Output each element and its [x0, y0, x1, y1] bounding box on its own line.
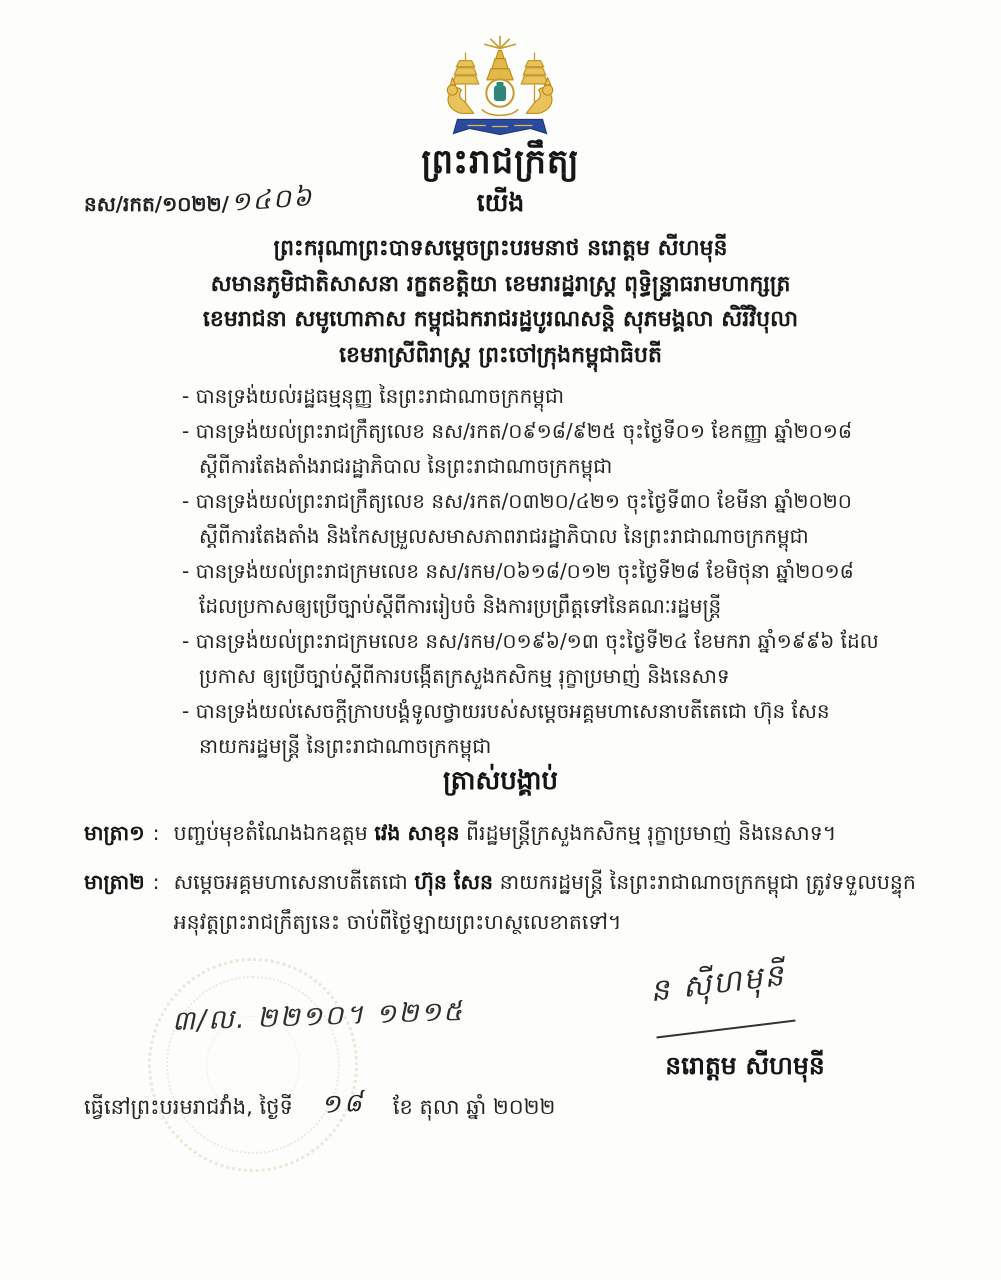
king-name: នរោត្តម សីហមុនី — [665, 1051, 825, 1080]
preamble-item: - បានទ្រង់យល់ព្រះរាជក្រមលេខ នស/រកម/០៦១៨/០១២ ចុះថ្ងៃទី២៨ ខែមិថុនា ឆ្នាំ២០១៨ ដែលប្រកាសឲ្យប្រើច្បាប់ស្តីពីការរៀបចំ និងការប្រព្រឹត្តទៅនៃគណៈរដ្ឋមន្ត្រី — [182, 559, 854, 618]
article-text-segment: សម្តេចអគ្គមហាសេនាបតីតេជោ — [173, 870, 415, 894]
royal-arms-emblem — [429, 32, 571, 146]
royal-title-line: សមានភូមិជាតិសាសនា រក្ខតខត្តិយា ខេមរារដ្ឋរាស្ត្រ ពុទ្ធិន្ទ្រាធរាមហាក្សត្រ — [210, 271, 791, 297]
article-row — [84, 813, 918, 853]
place-date-line — [84, 1089, 555, 1127]
document-subtitle: យើង — [476, 188, 525, 217]
place-date-before: ធ្វើនៅព្រះបរមរាជវាំង, ថ្ងៃទី — [84, 1095, 293, 1119]
document-title: ព្រះរាជក្រឹត្យ — [421, 142, 580, 182]
place-date-after: ខែ តុលា ឆ្នាំ ២០២២ — [392, 1095, 556, 1119]
royal-title-line: ខេមរាស្រីពិរាស្ត្រ ព្រះចៅក្រុងកម្ពុជាធិបតី — [339, 342, 662, 368]
reference-printed: នស/រកត/១០២២/ — [84, 192, 229, 216]
order-heading: ត្រាស់បង្គាប់ — [442, 766, 559, 796]
registry-handwritten-note: ៣/ល. ២២១០។ ១២១៥ — [171, 995, 465, 1038]
preamble-item: - បានទ្រង់យល់សេចក្តីក្រាបបង្គំទូលថ្វាយរបស់សម្តេចអគ្គមហាសេនាបតីតេជោ ហ៊ុន សែន នាយករដ្ឋមន្ត្រី នៃព្រះរាជាណាចក្រកម្ពុជា — [182, 699, 830, 758]
article-colon: : — [152, 870, 160, 894]
article-text-segment: បញ្ចប់មុខតំណែងឯកឧត្តម — [173, 821, 375, 845]
article-text-segment: វេង សាខុន — [374, 821, 460, 845]
article-text-segment: ហ៊ុន សែន — [414, 870, 494, 894]
preamble-item: - បានទ្រង់យល់ព្រះរាជក្រឹត្យលេខ នស/រកត/០៩១៨/៩២៥ ចុះថ្ងៃទី០១ ខែកញ្ញា ឆ្នាំ២០១៨ ស្តីពីការតែងតាំងរាជរដ្ឋាភិបាល នៃព្រះរាជាណាចក្រកម្ពុជា — [182, 419, 853, 478]
royal-title — [0, 231, 1001, 373]
handwritten-day: ១៨ — [319, 1087, 366, 1121]
royal-title-line: ព្រះករុណាព្រះបាទសម្តេចព្រះបរមនាថ នរោត្តម សីហមុនី — [273, 236, 728, 261]
article-label: មាត្រា២ — [84, 870, 145, 894]
article-colon: : — [152, 821, 160, 845]
reference-handwritten: ១៤០៦ — [229, 182, 315, 218]
royal-title-line: ខេមរាជនា សមូហោភាស កម្ពុជឯករាជរដ្ឋបូរណសន្តិ សុភមង្គលា សិរីវិបុលា — [202, 307, 799, 332]
royal-signature-handwriting: ន ស៊ីហមុនី — [648, 957, 788, 1010]
articles — [84, 813, 918, 951]
article-text — [174, 862, 918, 942]
preamble-item: - បានទ្រង់យល់ព្រះរាជក្រមលេខ នស/រកម/០១៩៦/១៣ ចុះថ្ងៃទី២៤ ខែមករា ឆ្នាំ១៩៩៦ ដែលប្រកាស ឲ្យប្រើច្បាប់ស្តីពីការបង្កើតក្រសួងកសិកម្ម រុក្ខាប្រមាញ់ និងនេសាទ — [182, 629, 879, 688]
royal-arms-icon — [429, 32, 571, 146]
preamble-item: - បានទ្រង់យល់ព្រះរាជក្រឹត្យលេខ នស/រកត/០៣២០/៤២១ ចុះថ្ងៃទី៣០ ខែមីនា ឆ្នាំ២០២០ ស្តីពីការតែងតាំង និងកែសម្រួលសមាសភាពរាជរដ្ឋាភិបាល នៃព្រះរាជាណាចក្រកម្ពុជា — [182, 489, 852, 548]
article-text-segment: ពីរដ្ឋមន្ត្រីក្រសួងកសិកម្ម រុក្ខាប្រមាញ់ និងនេសាទ។ — [459, 821, 837, 845]
article-text-segment: នាយករដ្ឋមន្ត្រី នៃព្រះរាជាណាចក្រកម្ពុជា ត្រូវទទួលបន្ទុកអនុវត្តព្រះរាជក្រឹត្យនេះ ចាប់ពីថ្ងៃឡាយព្រះហស្ថលេខាតទៅ។ — [173, 870, 916, 934]
article-text — [174, 813, 918, 853]
preamble-item: - បានទ្រង់យល់រដ្ឋធម្មនុញ្ញ នៃព្រះរាជាណាចក្រកម្ពុជា — [182, 384, 565, 408]
preamble-list — [182, 379, 882, 764]
faint-seal-stamp — [148, 958, 358, 1172]
article-label: មាត្រា១ — [84, 821, 145, 845]
signature-underline — [656, 1019, 795, 1038]
article-row — [84, 862, 918, 942]
